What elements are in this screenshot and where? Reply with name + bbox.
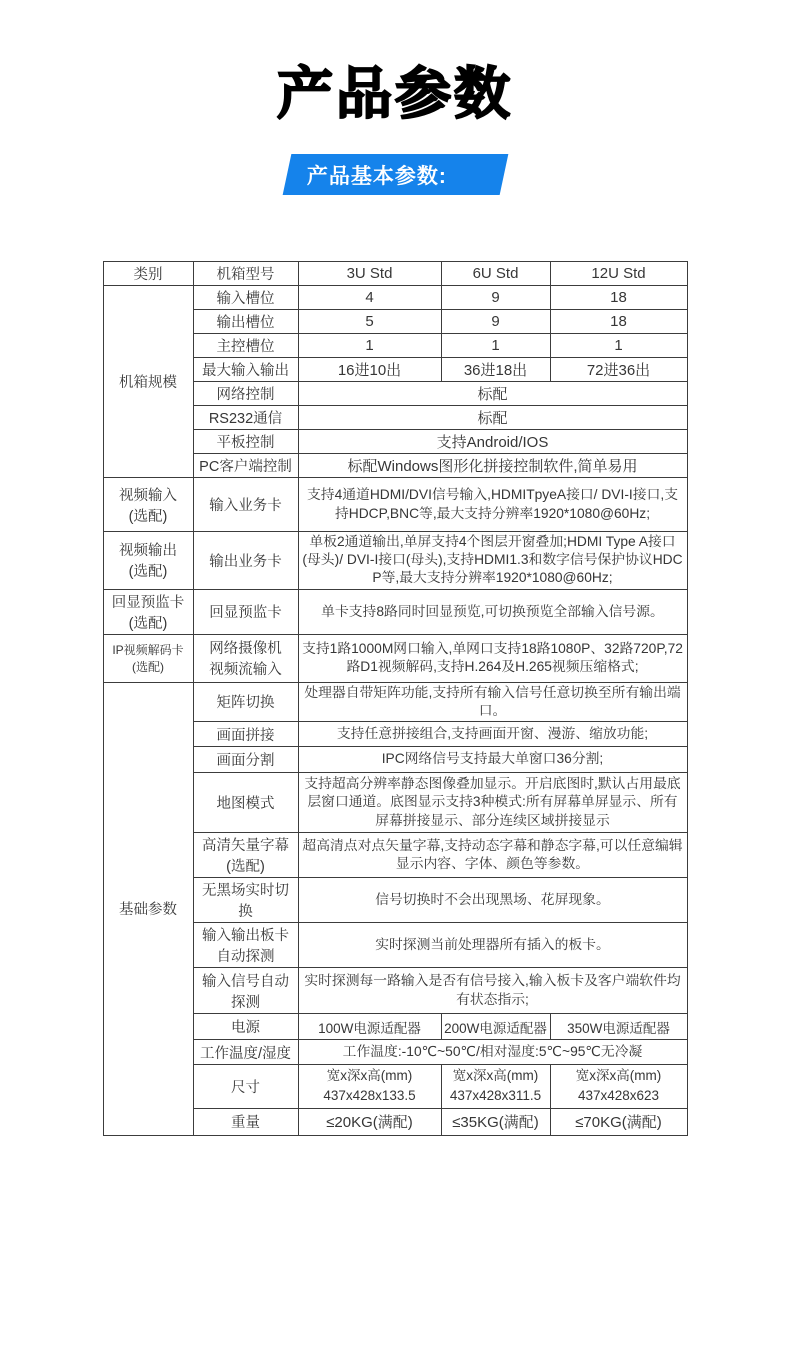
category-basic: 基础参数 bbox=[103, 682, 193, 1135]
cell-value bbox=[298, 1065, 441, 1109]
cell-value: 9 bbox=[441, 286, 550, 310]
cell-value-span: 支持4通道HDMI/DVI信号输入,HDMITpyeA接口/ DVI-I接口,支持HDCP,BNC等,最大支持分辨率1920*1080@60Hz; bbox=[298, 478, 687, 532]
cell-value-span: 实时探测每一路输入是否有信号接入,输入板卡及客户端软件均有状态指示; bbox=[298, 968, 687, 1014]
section-banner bbox=[282, 154, 508, 195]
category-line: (选配) bbox=[128, 615, 168, 632]
table-header-row bbox=[103, 262, 687, 286]
table-row bbox=[103, 634, 687, 682]
row-label: 输入输出板卡自动探测 bbox=[193, 923, 298, 968]
cell-value: 72进36出 bbox=[550, 358, 687, 382]
row-label: RS232通信 bbox=[193, 406, 298, 430]
page-title: 产品参数 bbox=[277, 62, 513, 125]
row-label: 网络控制 bbox=[193, 382, 298, 406]
cell-value: ≤20KG(满配) bbox=[298, 1108, 441, 1135]
row-label: 工作温度/湿度 bbox=[193, 1040, 298, 1065]
row-label: 回显预监卡 bbox=[193, 589, 298, 634]
row-label: 尺寸 bbox=[193, 1065, 298, 1109]
category-line: 视频输入 bbox=[119, 487, 177, 504]
row-label-line: 视频流输入 bbox=[209, 662, 282, 679]
cell-value: ≤35KG(满配) bbox=[441, 1108, 550, 1135]
cell-value-span: 标配 bbox=[298, 406, 687, 430]
header-6u: 6U Std bbox=[441, 262, 550, 286]
cell-value-span: 标配 bbox=[298, 382, 687, 406]
cell-value-span: 工作温度:-10℃~50℃/相对湿度:5℃~95℃无冷凝 bbox=[298, 1040, 687, 1065]
row-label: 电源 bbox=[193, 1014, 298, 1040]
cell-value: 1 bbox=[441, 334, 550, 358]
cell-value: 5 bbox=[298, 310, 441, 334]
header-12u: 12U Std bbox=[550, 262, 687, 286]
row-label: 输入槽位 bbox=[193, 286, 298, 310]
category-video-in bbox=[103, 478, 193, 532]
cell-value-span: 标配Windows图形化拼接控制软件,简单易用 bbox=[298, 454, 687, 478]
category-line: IP视频解码卡 bbox=[112, 643, 184, 658]
row-label: 最大输入输出 bbox=[193, 358, 298, 382]
table-row bbox=[103, 286, 687, 310]
row-label: 地图模式 bbox=[193, 773, 298, 833]
row-label bbox=[193, 634, 298, 682]
cell-value: 9 bbox=[441, 310, 550, 334]
cell-value-span: 超高清点对点矢量字幕,支持动态字幕和静态字幕,可以任意编辑显示内容、字体、颜色等参数。 bbox=[298, 833, 687, 878]
header-3u: 3U Std bbox=[298, 262, 441, 286]
table-row bbox=[103, 532, 687, 590]
cell-value-span: 支持任意拼接组合,支持画面开窗、漫游、缩放功能; bbox=[298, 722, 687, 747]
cell-value-span: 单板2通道输出,单屏支持4个图层开窗叠加;HDMI Type A接口(母头)/ DVI-I接口(母头),支持HDMI1.3和数字信号保护协议HDCP等,最大支持分辨率1920*1080@60Hz; bbox=[298, 532, 687, 590]
row-label-line: 网络摄像机 bbox=[209, 641, 282, 658]
row-label: 平板控制 bbox=[193, 430, 298, 454]
row-label: 输入业务卡 bbox=[193, 478, 298, 532]
category-ip-decoder bbox=[103, 634, 193, 682]
spec-table-container bbox=[0, 261, 790, 1136]
cell-value-span: 处理器自带矩阵功能,支持所有输入信号任意切换至所有输出端口。 bbox=[298, 682, 687, 721]
dimension-line: 437x428x133.5 bbox=[323, 1088, 416, 1104]
category-line: (选配) bbox=[132, 660, 164, 675]
cell-value: 200W电源适配器 bbox=[441, 1014, 550, 1040]
category-video-out bbox=[103, 532, 193, 590]
cell-value-span: 信号切换时不会出现黑场、花屏现象。 bbox=[298, 878, 687, 923]
cell-value: 4 bbox=[298, 286, 441, 310]
category-line: (选配) bbox=[128, 508, 168, 525]
table-row bbox=[103, 682, 687, 721]
cell-value bbox=[441, 1065, 550, 1109]
cell-value: 18 bbox=[550, 310, 687, 334]
row-label: 画面拼接 bbox=[193, 722, 298, 747]
row-label: 高清矢量字幕(选配) bbox=[193, 833, 298, 878]
row-label: 重量 bbox=[193, 1108, 298, 1135]
dimension-line: 宽x深x高(mm) bbox=[452, 1068, 539, 1084]
cell-value: ≤70KG(满配) bbox=[550, 1108, 687, 1135]
dimension-line: 437x428x311.5 bbox=[449, 1088, 542, 1104]
cell-value: 16进10出 bbox=[298, 358, 441, 382]
spec-table bbox=[103, 261, 688, 1136]
cell-value-span: IPC网络信号支持最大单窗口36分割; bbox=[298, 747, 687, 773]
category-chassis: 机箱规模 bbox=[103, 286, 193, 478]
cell-value: 1 bbox=[550, 334, 687, 358]
row-label: 输出业务卡 bbox=[193, 532, 298, 590]
cell-value-span: 支持超高分辨率静态图像叠加显示。开启底图时,默认占用最底层窗口通道。底图显示支持3种模式:所有屏幕单屏显示、所有屏幕拼接显示、部分连续区域拼接显示 bbox=[298, 773, 687, 833]
category-line: (选配) bbox=[128, 564, 168, 581]
dimension-line: 宽x深x高(mm) bbox=[575, 1068, 662, 1084]
dimension-line: 宽x深x高(mm) bbox=[326, 1068, 413, 1084]
cell-value: 18 bbox=[550, 286, 687, 310]
cell-value bbox=[550, 1065, 687, 1109]
category-line: 视频输出 bbox=[119, 543, 177, 560]
cell-value-span: 支持1路1000M网口输入,单网口支持18路1080P、32路720P,72路D1视频解码,支持H.264及H.265视频压缩格式; bbox=[298, 634, 687, 682]
category-line: 回显预监卡 bbox=[111, 594, 185, 611]
cell-value: 36进18出 bbox=[441, 358, 550, 382]
dimension-line: 437x428x623 bbox=[577, 1088, 660, 1104]
table-row bbox=[103, 478, 687, 532]
cell-value: 350W电源适配器 bbox=[550, 1014, 687, 1040]
section-banner-label: 产品基本参数: bbox=[306, 164, 447, 188]
cell-value-span: 单卡支持8路同时回显预览,可切换预览全部输入信号源。 bbox=[298, 589, 687, 634]
row-label: 主控槽位 bbox=[193, 334, 298, 358]
cell-value-span: 实时探测当前处理器所有插入的板卡。 bbox=[298, 923, 687, 968]
cell-value-span: 支持Android/IOS bbox=[298, 430, 687, 454]
cell-value: 1 bbox=[298, 334, 441, 358]
header-category: 类别 bbox=[103, 262, 193, 286]
row-label: 输出槽位 bbox=[193, 310, 298, 334]
row-label: PC客户端控制 bbox=[193, 454, 298, 478]
row-label: 矩阵切换 bbox=[193, 682, 298, 721]
cell-value: 100W电源适配器 bbox=[298, 1014, 441, 1040]
category-echo-preview bbox=[103, 589, 193, 634]
row-label: 画面分割 bbox=[193, 747, 298, 773]
row-label: 输入信号自动探测 bbox=[193, 968, 298, 1014]
table-row bbox=[103, 589, 687, 634]
row-label: 无黑场实时切换 bbox=[193, 878, 298, 923]
header-model: 机箱型号 bbox=[193, 262, 298, 286]
